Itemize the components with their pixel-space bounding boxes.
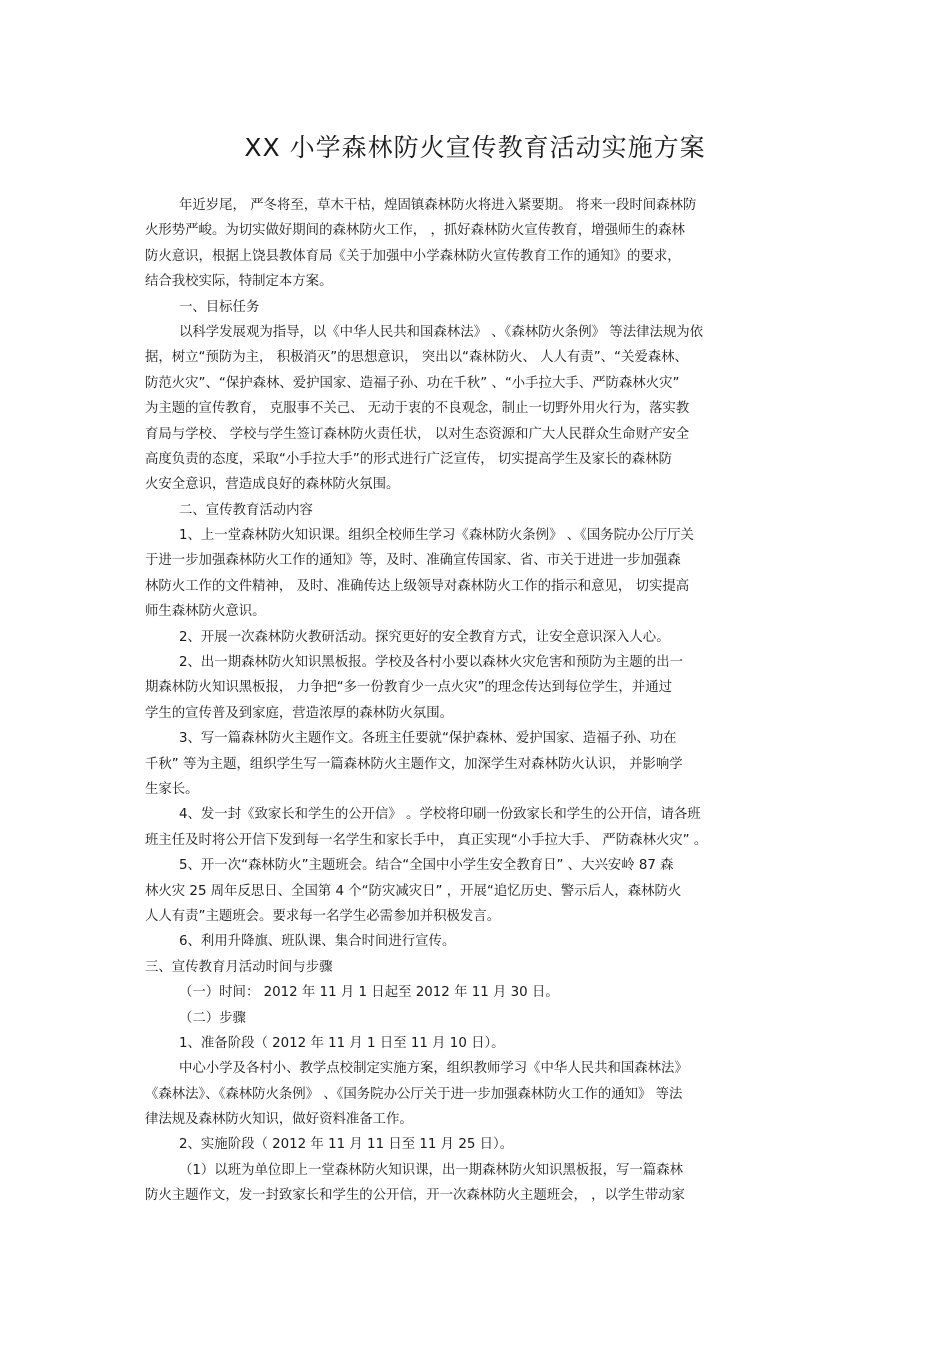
text-line: 为主题的宣传教育， 克服事不关己、 无动于衷的不良观念，制止一切野外用火行为，落实教 [145, 401, 690, 417]
text-line: 师生森林防火意识。 [145, 604, 266, 620]
text-line: （一）时间： 2012 年 11 月 1 日起至 2012 年 11 月 30 日。 [179, 985, 559, 1001]
text-line: 《森林法》、《森林防火条例》 、《国务院办公厅关于进一步加强森林防火工作的通知》 等法 [145, 1086, 683, 1102]
text-line: 千秋” 等为主题，组织学生写一篇森林防火主题作文，加深学生对森林防火认识， 并影响学 [145, 756, 683, 772]
text-line: 高度负责的态度，采取“小手拉大手”的形式进行广泛宣传， 切实提高学生及家长的森林防 [145, 451, 672, 467]
text-line: 中心小学及各村小、教学点校制定实施方案，组织教师学习《中华人民共和国森林法》 [179, 1061, 688, 1077]
text-line: 林防火工作的文件精神， 及时、准确传达上级领导对森林防火工作的指示和意见， 切实提高 [145, 578, 690, 594]
document-body [145, 193, 810, 1209]
text-line: 2、开展一次森林防火教研活动。探究更好的安全教育方式，让安全意识深入人心。 [179, 629, 670, 645]
text-line: 一、目标任务 [179, 299, 260, 315]
text-line: 于进一步加强森林防火工作的通知》等，及时、准确宣传国家、省、市关于进进一步加强森 [145, 553, 681, 569]
text-line: 结合我校实际，特制定本方案。 [145, 274, 333, 290]
text-line: 学生的宣传普及到家庭，营造浓厚的森林防火氛围。 [145, 705, 453, 721]
text-line: 3、写一篇森林防火主题作文。各班主任要就“保护森林、爱护国家、造福子孙、功在 [179, 731, 677, 747]
text-line: 期森林防火知识黑板报， 力争把“多一份教育少一点火灾”的理念传达到每位学生，并通过 [145, 680, 672, 696]
text-line: 防火意识，根据上饶县教体育局《关于加强中小学森林防火宣传教育工作的通知》的要求， [145, 248, 681, 264]
text-line: 6、利用升降旗、班队课、集合时间进行宣传。 [179, 934, 456, 950]
text-line: 以科学发展观为指导，以《中华人民共和国森林法》 、《森林防火条例》 等法律法规为依 [179, 324, 704, 340]
document-title: XX 小学森林防火宣传教育活动实施方案 [244, 133, 706, 162]
text-line: 防范火灾”、“保护森林、爱护国家、造福子孙、功在千秋” 、“小手拉大手、严防森林火灾” [145, 375, 680, 391]
text-line: （1）以班为单位即上一堂森林防火知识课，出一期森林防火知识黑板报，写一篇森林 [179, 1162, 683, 1178]
text-line: 1、准备阶段（ 2012 年 11 月 1 日至 11 月 10 日）。 [179, 1035, 505, 1051]
text-line: 二、宣传教育活动内容 [179, 502, 313, 518]
text-line: 林火灾 25 周年反思日、全国第 4 个“防灾减灾日” ，开展“追忆历史、警示后人，森林防火 [145, 883, 682, 899]
text-line: 火形势严峻。为切实做好期间的森林防火工作， ，抓好森林防火宣传教育，增强师生的森林 [145, 223, 685, 239]
text-line: 班主任及时将公开信下发到每一名学生和家长手中， 真正实现“小手拉大手、 严防森林火灾” 。 [145, 832, 708, 848]
text-line: 育局与学校、 学校与学生签订森林防火责任状， 以对生态资源和广大人民群众生命财产安全 [145, 426, 690, 442]
text-line: 1、上一堂森林防火知识课。组织全校师生学习《森林防火条例》 、《国务院办公厅厅关 [179, 528, 694, 544]
text-line: 防火主题作文，发一封致家长和学生的公开信，开一次森林防火主题班会， ，以学生带动家 [145, 1188, 685, 1204]
text-line: 4、发一封《致家长和学生的公开信》 。学校将印刷一份致家长和学生的公开信，请各班 [179, 807, 701, 823]
text-line: 人人有责”主题班会。要求每一名学生必需参加并积极发言。 [145, 908, 501, 924]
text-line: 据，树立“预防为主， 积极消灭”的思想意识， 突出以“森林防火、 人人有责”、“关爱森林、 [145, 350, 688, 366]
text-line: 律法规及森林防火知识，做好资料准备工作。 [145, 1112, 413, 1128]
text-line: 年近岁尾， 严冬将至，草木干枯，煌固镇森林防火将进入紧要期。 将来一段时间森林防 [179, 198, 697, 213]
text-line: 2、出一期森林防火知识黑板报。学校及各村小要以森林火灾危害和预防为主题的出一 [179, 655, 683, 671]
text-line: 三、宣传教育月活动时间与步骤 [145, 959, 333, 975]
text-line: 生家长。 [145, 781, 199, 797]
text-line: 2、实施阶段（ 2012 年 11 月 11 日至 11 月 25 日）。 [179, 1137, 514, 1153]
text-line: 5、开一次“森林防火”主题班会。结合“全国中小学生安全教育日” 、大兴安岭 87 森 [179, 858, 674, 874]
text-line: （二）步骤 [179, 1010, 246, 1026]
text-line: 火安全意识，营造成良好的森林防火氛围。 [145, 477, 400, 493]
